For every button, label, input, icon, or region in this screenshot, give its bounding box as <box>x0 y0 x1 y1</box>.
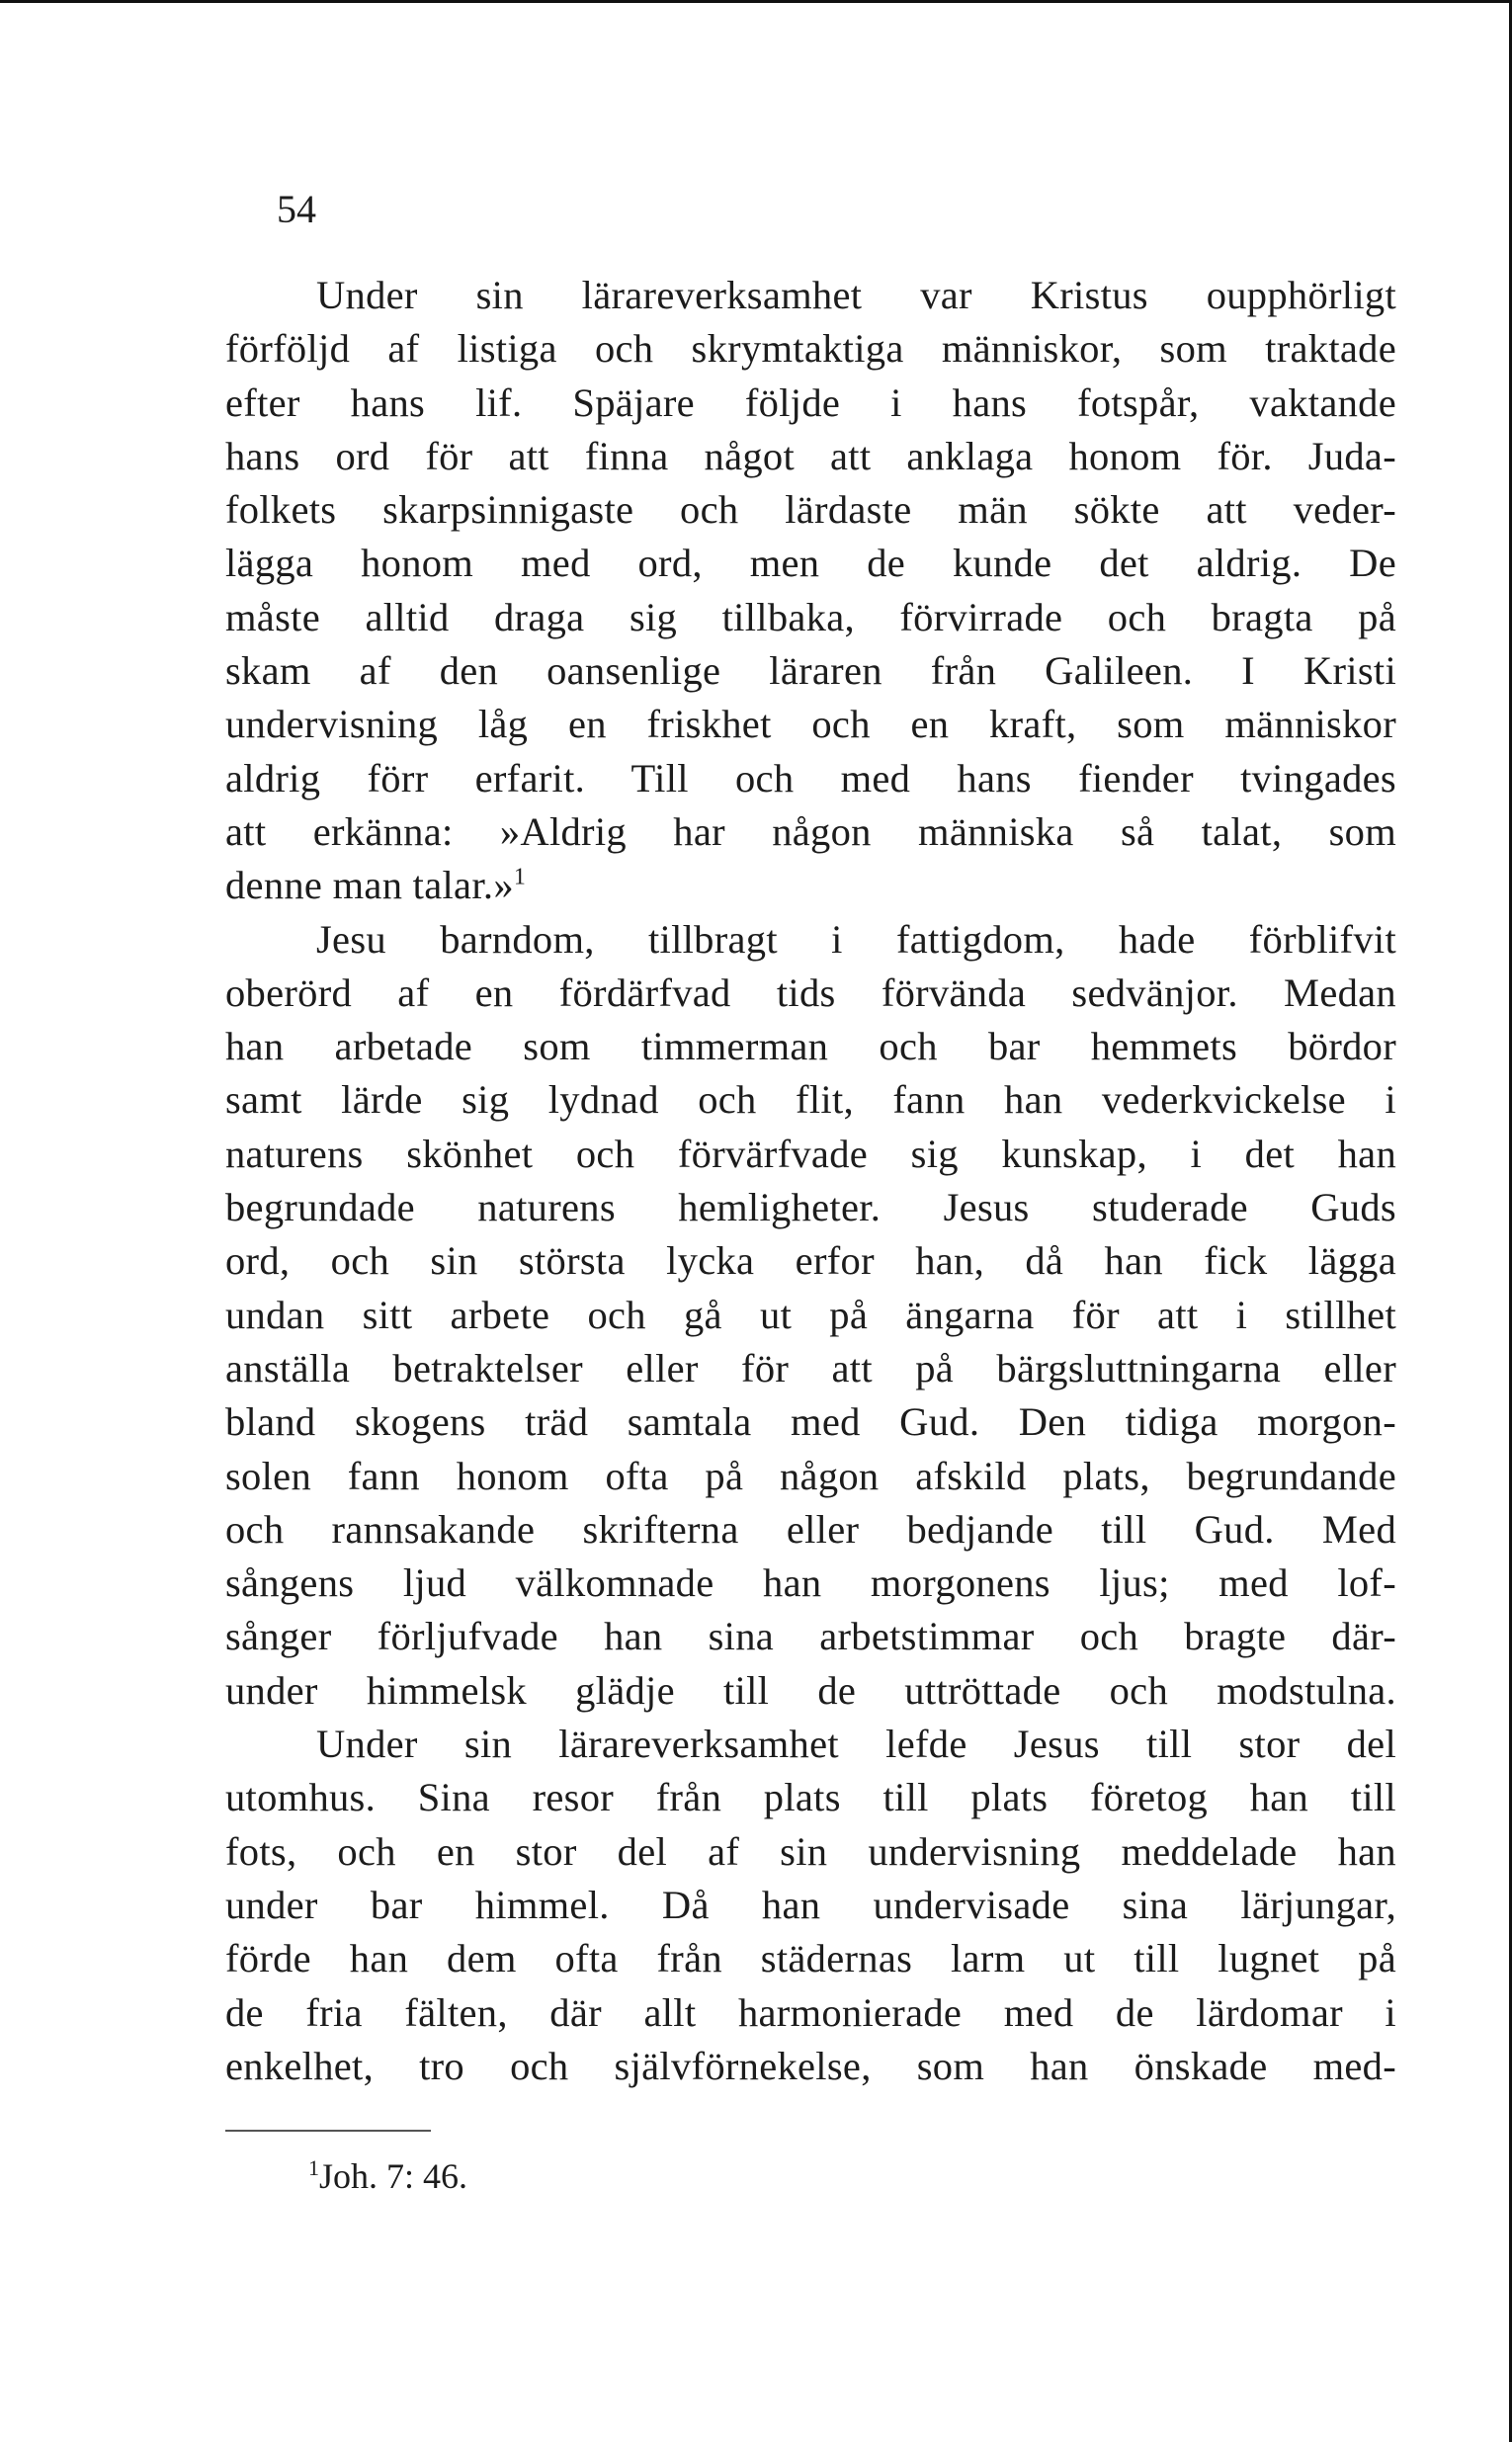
text-line: anställa betraktelser eller för att på bärgsluttningarna eller <box>225 1345 1396 1390</box>
text-line: naturens skönhet och förvärfvade sig kunskap, i det han <box>225 1131 1396 1176</box>
footnote-text: Joh. 7: 46. <box>319 2156 468 2196</box>
text-line: enkelhet, tro och självförnekelse, som han önskade med- <box>225 2043 1396 2088</box>
text-line: undan sitt arbete och gå ut på ängarna för att i stillhet <box>225 1292 1396 1337</box>
text-line: efter hans lif. Späjare följde i hans fotspår, vaktande <box>225 379 1396 425</box>
text-line: förföljd af listiga och skrymtaktiga människor, som traktade <box>225 326 1396 372</box>
text-line: att erkänna: »Aldrig har någon människa så talat, som <box>225 808 1396 854</box>
text-line: förde han dem ofta från städernas larm ut till lugnet på <box>225 1936 1396 1981</box>
text-line: Under sin lärareverksamhet lefde Jesus till stor del <box>316 1722 1396 1767</box>
text-line: de fria fälten, där allt harmonierade med de lärdomar i <box>225 1989 1396 2035</box>
text-line: han arbetade som timmerman och bar hemmets bördor <box>225 1024 1396 1069</box>
text-line: hans ord för att finna något att anklaga honom för. Juda- <box>225 433 1396 478</box>
paragraph-3 <box>225 1718 1396 2093</box>
footnote-mark: 1 <box>308 2155 319 2180</box>
text-line: ord, och sin största lycka erfor han, då han fick lägga <box>225 1238 1396 1284</box>
footnote-reference: 1 <box>513 864 527 890</box>
footnote-divider <box>225 2130 431 2132</box>
text-line: Under sin lärareverksamhet var Kristus oupphörligt <box>316 273 1396 317</box>
text-line-with-footnote <box>225 859 1396 912</box>
text-line: bland skogens träd samtala med Gud. Den tidiga morgon- <box>225 1399 1396 1445</box>
text-line: folkets skarpsinnigaste och lärdaste män sökte att veder- <box>225 487 1396 533</box>
text-line: aldrig förr erfarit. Till och med hans fiender tvingades <box>225 755 1396 800</box>
text-line-content: denne man talar.» <box>225 863 514 908</box>
text-line: under bar himmel. Då han undervisade sina lärjungar, <box>225 1882 1396 1927</box>
page-number: 54 <box>277 187 316 231</box>
text-line: undervisning låg en friskhet och en kraft, som människor <box>225 702 1396 747</box>
text-line: oberörd af en fördärfvad tids förvända sedvänjor. Medan <box>225 969 1396 1015</box>
footnote <box>308 2154 467 2198</box>
text-line: begrundade naturens hemligheter. Jesus studerade Guds <box>225 1185 1396 1230</box>
paragraph-1 <box>225 269 1396 913</box>
text-line: under himmelsk glädje till de uttröttade och modstulna. <box>225 1667 1396 1713</box>
paragraph-2 <box>225 913 1396 1718</box>
text-line: och rannsakande skrifterna eller bedjande till Gud. Med <box>225 1506 1396 1552</box>
text-line: sånger förljufvade han sina arbetstimmar och bragte där- <box>225 1614 1396 1659</box>
text-line: lägga honom med ord, men de kunde det aldrig. De <box>225 541 1396 586</box>
text-line: sångens ljud välkomnade han morgonens ljus; med lof- <box>225 1560 1396 1606</box>
text-line: fots, och en stor del af sin undervisning meddelade han <box>225 1828 1396 1874</box>
text-line: Jesu barndom, tillbragt i fattigdom, hade förblifvit <box>316 916 1396 962</box>
text-line: skam af den oansenlige läraren från Galileen. I Kristi <box>225 648 1396 694</box>
text-line: utomhus. Sina resor från plats till plats företog han till <box>225 1775 1396 1820</box>
text-line: måste alltid draga sig tillbaka, förvirrade och bragta på <box>225 594 1396 639</box>
text-line: solen fann honom ofta på någon afskild plats, begrundande <box>225 1453 1396 1498</box>
text-line: samt lärde sig lydnad och flit, fann han vederkvickelse i <box>225 1077 1396 1123</box>
body-text <box>225 269 1396 2093</box>
